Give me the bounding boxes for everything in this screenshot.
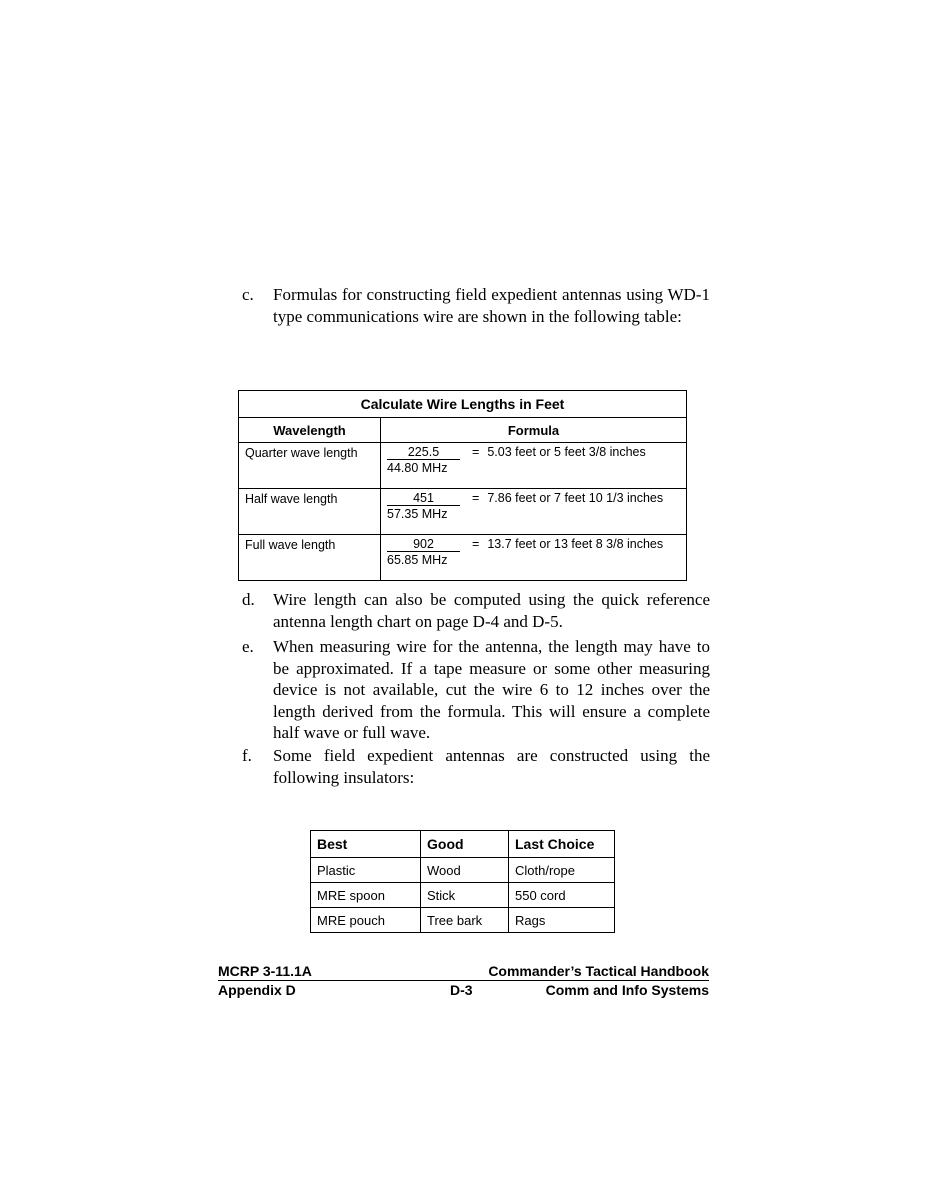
table-row xyxy=(239,489,687,535)
wavelength-cell: Quarter wave length xyxy=(239,443,381,489)
paragraph-d xyxy=(242,589,710,632)
handbook-title: Commander’s Tactical Handbook xyxy=(488,963,709,979)
result: 7.86 feet or 7 feet 10 1/3 inches xyxy=(487,491,664,505)
equals-sign: = xyxy=(472,491,480,505)
column-header-best: Best xyxy=(311,831,421,858)
table-title: Calculate Wire Lengths in Feet xyxy=(239,391,687,418)
table-cell: Cloth/rope xyxy=(509,858,615,883)
formula-cell xyxy=(381,489,687,535)
paragraph-marker: d. xyxy=(242,590,255,609)
result: 5.03 feet or 5 feet 3/8 inches xyxy=(487,445,646,459)
table-row xyxy=(311,908,615,933)
column-header-wavelength: Wavelength xyxy=(239,418,381,443)
paragraph-marker: f. xyxy=(242,746,252,765)
paragraph-text: Wire length can also be computed using the quick reference antenna length chart on page D-4 and D-5. xyxy=(273,590,710,631)
formula-cell xyxy=(381,535,687,581)
table-row xyxy=(239,443,687,489)
paragraph-text: Some field expedient antennas are constructed using the following insulators: xyxy=(273,746,710,787)
insulator-table xyxy=(310,830,615,933)
paragraph-text: When measuring wire for the antenna, the length may have to be approximated. If a tape measure or some other measuring device is not available, cut the wire 6 to 12 inches over the length derived from the formula. This will ensure a complete half wave or full wave. xyxy=(273,637,710,742)
wavelength-cell: Full wave length xyxy=(239,535,381,581)
page-footer xyxy=(218,962,709,999)
table-cell: Rags xyxy=(509,908,615,933)
wavelength-cell: Half wave length xyxy=(239,489,381,535)
table-cell: Stick xyxy=(421,883,509,908)
denominator: 57.35 MHz xyxy=(387,507,448,521)
equals-sign: = xyxy=(472,445,480,459)
table-cell: Wood xyxy=(421,858,509,883)
paragraph-marker: e. xyxy=(242,637,254,656)
table-cell: Tree bark xyxy=(421,908,509,933)
table-cell: MRE spoon xyxy=(311,883,421,908)
publication-number: MCRP 3-11.1A xyxy=(218,963,312,979)
fraction xyxy=(387,445,460,476)
column-header-last-choice: Last Choice xyxy=(509,831,615,858)
numerator: 225.5 xyxy=(387,445,460,460)
result: 13.7 feet or 13 feet 8 3/8 inches xyxy=(487,537,664,551)
denominator: 44.80 MHz xyxy=(387,461,448,475)
fraction xyxy=(387,491,460,522)
table-row xyxy=(311,858,615,883)
table-row xyxy=(311,883,615,908)
fraction xyxy=(387,537,460,568)
paragraph-e xyxy=(242,636,710,744)
equals-sign: = xyxy=(472,537,480,551)
table-cell: 550 cord xyxy=(509,883,615,908)
paragraph-f xyxy=(242,745,710,788)
numerator: 902 xyxy=(387,537,460,552)
numerator: 451 xyxy=(387,491,460,506)
paragraph-marker: c. xyxy=(242,285,254,304)
appendix-label: Appendix D xyxy=(218,982,296,998)
table-cell: MRE pouch xyxy=(311,908,421,933)
denominator: 65.85 MHz xyxy=(387,553,448,567)
page-number: D-3 xyxy=(450,982,473,998)
column-header-formula: Formula xyxy=(381,418,687,443)
table-row xyxy=(239,535,687,581)
wire-length-table xyxy=(238,390,687,581)
section-title: Comm and Info Systems xyxy=(545,982,709,998)
table-cell: Plastic xyxy=(311,858,421,883)
formula-cell xyxy=(381,443,687,489)
column-header-good: Good xyxy=(421,831,509,858)
paragraph-c xyxy=(242,284,710,327)
paragraph-text: Formulas for constructing field expedient antennas using WD-1 type communications wire are shown in the following table: xyxy=(273,285,710,326)
